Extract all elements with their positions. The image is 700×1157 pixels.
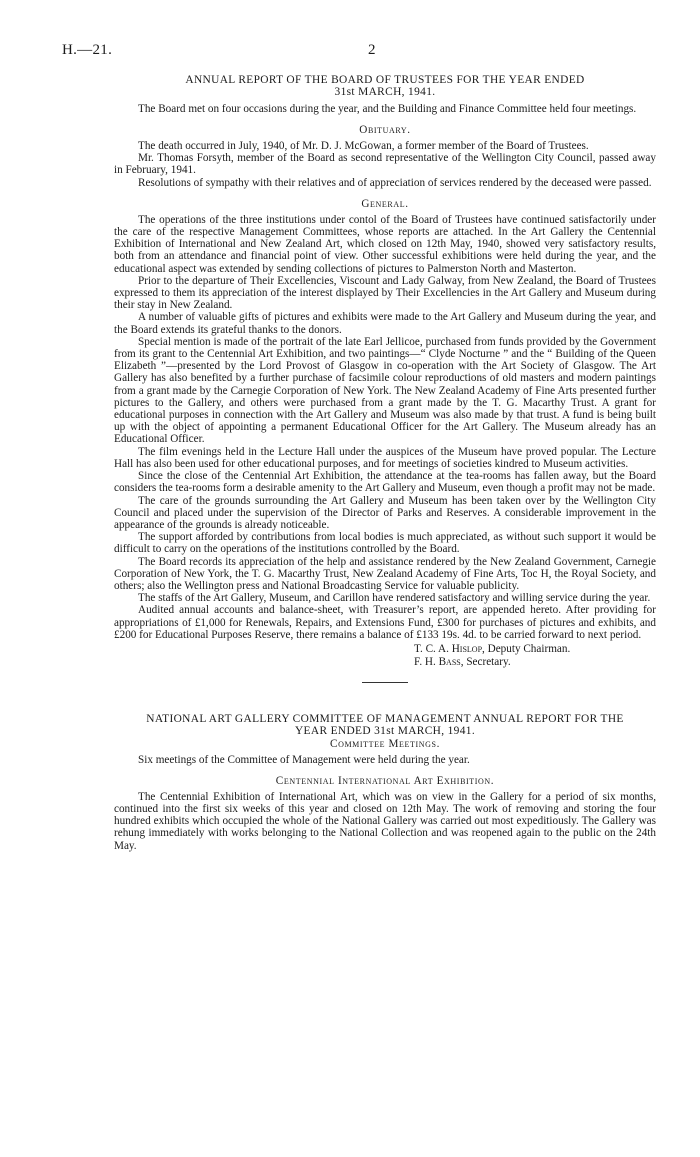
signatory-name: T. C. A. Hislop bbox=[414, 642, 483, 655]
obituary-paragraph: Resolutions of sympathy with their relatives and of appreciation of services rendered by the deceased were passed. bbox=[138, 176, 652, 189]
signatory-role: , Secretary. bbox=[460, 656, 511, 669]
general-paragraph: The Board records its appreciation of the help and assistance rendered by the New Zealand Government, Carnegie Corporation of New York, the T. G. Macarthy Trust, New Zealand Academy of Fine Arts, Toc H, the Royal Society, and others; also the Wellington press and National Broadcasting Service for valuable publicity. bbox=[114, 555, 656, 592]
page-number: 2 bbox=[368, 42, 376, 58]
signature-block bbox=[114, 643, 656, 670]
page-header bbox=[62, 42, 662, 62]
general-paragraph: The care of the grounds surrounding the Art Gallery and Museum has been taken over by the Wellington City Council and placed under the supervision of the Director of Parks and Reserves. A considerable improvement in the appearance of the grounds is already noticeable. bbox=[114, 494, 656, 531]
obituary-paragraph: The death occurred in July, 1940, of Mr. D. J. McGowan, a former member of the Board of Trustees. bbox=[138, 140, 589, 153]
signature-line bbox=[414, 656, 656, 669]
board-report-title-line1: ANNUAL REPORT OF THE BOARD OF TRUSTEES FOR THE YEAR ENDED bbox=[185, 74, 585, 86]
general-heading: General. bbox=[361, 197, 409, 210]
obituary-heading: Obituary. bbox=[359, 124, 411, 137]
general-paragraph: Special mention is made of the portrait of the late Earl Jellicoe, purchased from funds provided by the Government from its grant to the Centennial Art Exhibition, and two paintings—“ Clyde Nocturne ” and the “ Building of the Queen Elizabeth ”—presented by the Lord Provost of Glasgow in co-operation with the Art Society of Glasgow. The Art Gallery has also benefited by a further purchase of facsimile colour reproductions of old masters and modern paintings from a grant made by the Carnegie Corporation of New York. The New Zealand Academy of Fine Arts presented further pictures to the Gallery, and others were purchased from a grant made by the T. G. Macarthy Trust. A grant for educational purposes in connection with the Art Gallery and Museum was also made by that trust. A fund is being built up with the object of appointing a permanent Educational Officer for the Art Gallery. The Museum already has an Educational Officer. bbox=[114, 335, 656, 446]
committee-report-title-line2: YEAR ENDED 31st MARCH, 1941. bbox=[294, 725, 476, 738]
general-paragraph: The operations of the three institutions under contol of the Board of Trustees have continued satisfactorily under the care of the respective Management Committees, whose reports are attached. In the Art Gallery the Centennial Exhibition of International and New Zealand Art, which closed on 12th May, 1940, showed very satisfactory results, both from an attendance and financial point of view. Other successful exhibitions were held during the year, and the educational aspect was extended by sending collections of pictures to Palmerston North and Masterton. bbox=[114, 213, 656, 275]
committee-meetings-heading: Committee Meetings. bbox=[330, 737, 440, 750]
report-body bbox=[114, 72, 656, 852]
general-paragraph: A number of valuable gifts of pictures and exhibits were made to the Art Gallery and Museum during the year, and the Board extends its grateful thanks to the donors. bbox=[114, 311, 656, 336]
document-reference: H.—21. bbox=[62, 42, 113, 58]
exhibition-heading: Centennial International Art Exhibition. bbox=[275, 774, 495, 787]
board-report-title-line2: 31st MARCH, 1941. bbox=[334, 86, 436, 99]
general-paragraph: Audited annual accounts and balance-sheet, with Treasurer’s report, are appended hereto. After providing for appropriations of £1,000 for Renewals, Repairs, and Extensions Fund, £300 for purchases of pictures and exhibits, and £200 for Educational Purposes Reserve, there remains a balance of £133 19s. 4d. to be carried forward to next period. bbox=[114, 604, 656, 641]
general-paragraph: Since the close of the Centennial Art Exhibition, the attendance at the tea-rooms has fallen away, but the Board considers the tea-rooms form a desirable amenity to the Art Gallery and Museum, even though a profit may not be made. bbox=[114, 470, 656, 495]
general-paragraph: The staffs of the Art Gallery, Museum, and Carillon have rendered satisfactory and willing service during the year. bbox=[138, 592, 651, 605]
signature-line bbox=[414, 643, 656, 656]
signatory-role: , Deputy Chairman. bbox=[482, 642, 571, 655]
general-paragraph: The support afforded by contributions from local bodies is much appreciated, as without such support it would be difficult to carry on the operations of the institutions controlled by the Board. bbox=[114, 531, 656, 556]
signatory-name: F. H. Bass bbox=[414, 656, 461, 669]
general-paragraph: Prior to the departure of Their Excellencies, Viscount and Lady Galway, from New Zealand, the Board of Trustees expressed to them its appreciation of the interest displayed by Their Excellencies in the Art Gallery and Museum during their stay in New Zealand. bbox=[114, 274, 656, 312]
exhibition-paragraph: The Centennial Exhibition of International Art, which was on view in the Gallery for a period of six months, continued into the first six weeks of this year and closed on 12th May. The work of removing and storing the four hundred exhibits which occupied the whole of the National Gallery was carried out most expeditiously. The Gallery was rehung immediately with works belonging to the National Collection and was reopened again to the public on the 24th May. bbox=[114, 790, 656, 852]
board-intro-paragraph: The Board met on four occasions during the year, and the Building and Finance Committee held four meetings. bbox=[138, 102, 637, 115]
committee-meetings-paragraph: Six meetings of the Committee of Management were held during the year. bbox=[138, 753, 470, 766]
general-paragraph: The film evenings held in the Lecture Hall under the auspices of the Museum have proved popular. The Lecture Hall has also been used for other educational purposes, and for meetings of societies kindred to Museum activities. bbox=[114, 445, 656, 470]
section-divider bbox=[362, 682, 408, 683]
obituary-paragraph: Mr. Thomas Forsyth, member of the Board as second representative of the Wellington City Council, passed away in February, 1941. bbox=[114, 152, 656, 177]
committee-report-title-line1: NATIONAL ART GALLERY COMMITTEE OF MANAGEMENT ANNUAL REPORT FOR THE bbox=[146, 712, 624, 725]
